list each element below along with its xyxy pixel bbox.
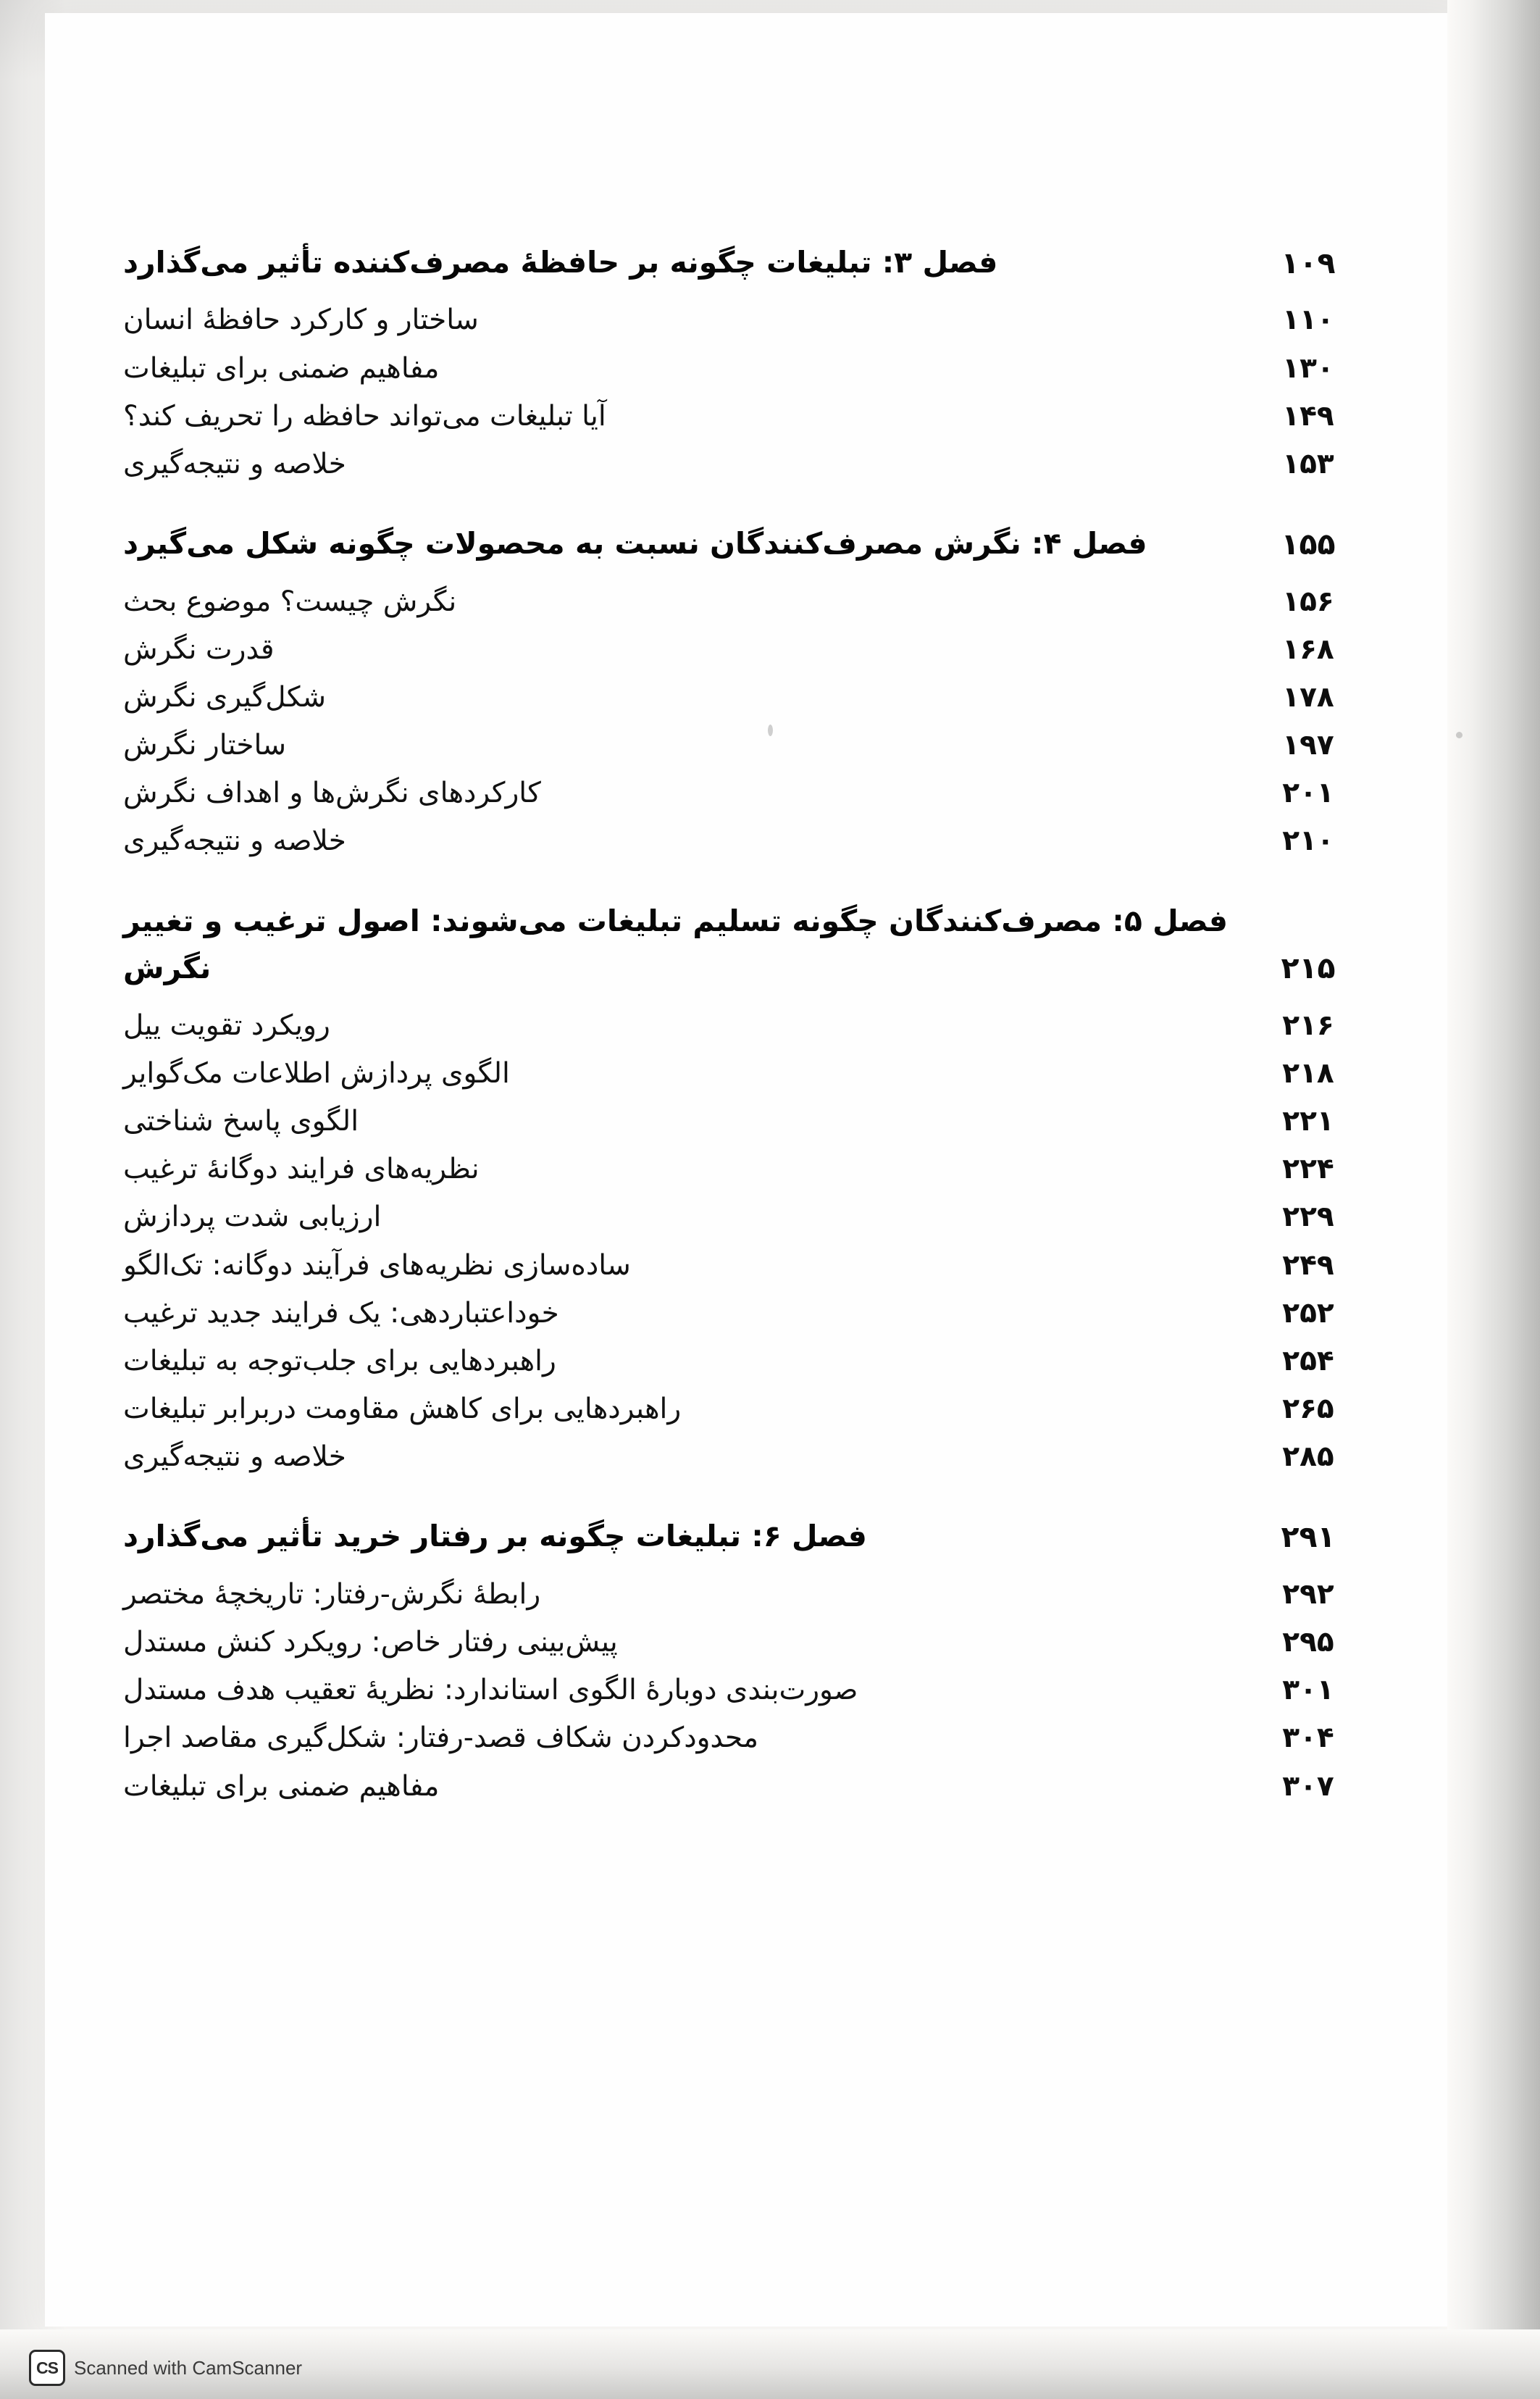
toc-entry-page-number: ۲۴۹ bbox=[1282, 1248, 1334, 1282]
toc-entry-title: رویکرد تقویت ییل bbox=[123, 1009, 330, 1042]
toc-entry-title: ساختار نگرش bbox=[123, 729, 287, 762]
toc-entry-row[interactable] bbox=[123, 393, 1359, 439]
toc-entry-title: راهبردهایی برای جلب‌توجه به تبلیغات bbox=[123, 1344, 556, 1377]
toc-chapter-row[interactable] bbox=[123, 1513, 1359, 1561]
toc-entry-row[interactable] bbox=[123, 627, 1359, 672]
toc-entry-title: صورت‌بندی دوبارهٔ الگوی استاندارد: نظریهٔ تعقیب هدف مستدل bbox=[123, 1674, 858, 1707]
toc-entry-title: الگوی پردازش اطلاعات مک‌گوایر bbox=[123, 1056, 510, 1090]
toc-entry-title: خلاصه و نتیجه‌گیری bbox=[123, 825, 346, 858]
toc-entry-page-number: ۳۰۴ bbox=[1282, 1722, 1334, 1755]
table-of-contents bbox=[123, 239, 1359, 1843]
toc-chapter-title: فصل ۳: تبلیغات چگونه بر حافظهٔ مصرف‌کننده تأثیر می‌گذارد bbox=[123, 245, 998, 280]
toc-entry-row[interactable] bbox=[123, 1764, 1359, 1809]
toc-entry-list bbox=[123, 579, 1359, 864]
toc-entry-page-number: ۳۰۷ bbox=[1282, 1769, 1334, 1803]
toc-entry-row[interactable] bbox=[123, 1003, 1359, 1048]
toc-entry-title: کارکردهای نگرش‌ها و اهداف نگرش bbox=[123, 777, 541, 810]
toc-chapter-group bbox=[123, 898, 1359, 1480]
toc-entry-row[interactable] bbox=[123, 1572, 1359, 1617]
toc-entry-page-number: ۱۹۷ bbox=[1282, 729, 1334, 762]
toc-chapter-page-number: ۱۰۹ bbox=[1281, 246, 1336, 280]
toc-entry-page-number: ۱۵۶ bbox=[1282, 585, 1334, 618]
toc-entry-page-number: ۲۲۴ bbox=[1282, 1153, 1334, 1186]
toc-entry-title: خوداعتباردهی: یک فرایند جدید ترغیب bbox=[123, 1296, 559, 1330]
toc-entry-title: خلاصه و نتیجه‌گیری bbox=[123, 1440, 346, 1474]
toc-entry-title: نظریه‌های فرایند دوگانهٔ ترغیب bbox=[123, 1153, 480, 1186]
toc-entry-page-number: ۲۱۰ bbox=[1282, 825, 1334, 858]
toc-entry-row[interactable] bbox=[123, 770, 1359, 816]
toc-entry-page-number: ۲۱۶ bbox=[1282, 1009, 1334, 1042]
camscanner-watermark bbox=[29, 2350, 302, 2386]
toc-entry-list bbox=[123, 297, 1359, 487]
toc-entry-page-number: ۲۹۲ bbox=[1282, 1577, 1334, 1611]
toc-entry-page-number: ۱۷۸ bbox=[1282, 680, 1334, 714]
toc-entry-page-number: ۱۶۸ bbox=[1282, 633, 1334, 666]
toc-chapter-title: فصل ۴: نگرش مصرف‌کنندگان نسبت به محصولات چگونه شکل می‌گیرد bbox=[123, 526, 1147, 562]
toc-entry-title: شکل‌گیری نگرش bbox=[123, 680, 327, 714]
toc-entry-title: خلاصه و نتیجه‌گیری bbox=[123, 447, 346, 480]
toc-entry-title: مفاهیم ضمنی برای تبلیغات bbox=[123, 351, 440, 385]
toc-chapter-row[interactable] bbox=[123, 898, 1359, 993]
camscanner-label: Scanned with CamScanner bbox=[74, 2356, 303, 2379]
toc-entry-row[interactable] bbox=[123, 818, 1359, 864]
toc-entry-list bbox=[123, 1003, 1359, 1480]
toc-entry-row[interactable] bbox=[123, 675, 1359, 720]
toc-entry-page-number: ۱۳۰ bbox=[1282, 351, 1334, 385]
toc-entry-row[interactable] bbox=[123, 579, 1359, 625]
page-edge-shadow-right bbox=[1447, 0, 1540, 2399]
scan-speck bbox=[1456, 732, 1462, 738]
toc-entry-page-number: ۲۰۱ bbox=[1282, 777, 1334, 810]
toc-entry-page-number: ۱۴۹ bbox=[1282, 399, 1334, 433]
toc-entry-page-number: ۲۸۵ bbox=[1282, 1440, 1334, 1474]
toc-chapter-title: فصل ۵: مصرف‌کنندگان چگونه تسلیم تبلیغات می‌شوند: اصول ترغیب و تغییر نگرش bbox=[123, 903, 1228, 986]
toc-entry-row[interactable] bbox=[123, 1434, 1359, 1480]
toc-entry-row[interactable] bbox=[123, 1290, 1359, 1336]
toc-chapter-title: فصل ۶: تبلیغات چگونه بر رفتار خرید تأثیر می‌گذارد bbox=[123, 1519, 867, 1554]
toc-chapter-page-number: ۱۵۵ bbox=[1281, 527, 1336, 562]
toc-entry-row[interactable] bbox=[123, 1051, 1359, 1096]
toc-entry-page-number: ۲۲۹ bbox=[1282, 1201, 1334, 1234]
toc-chapter-row[interactable] bbox=[123, 239, 1359, 287]
toc-entry-row[interactable] bbox=[123, 1338, 1359, 1384]
toc-entry-title: رابطهٔ نگرش-رفتار: تاریخچهٔ مختصر bbox=[123, 1577, 541, 1611]
toc-entry-page-number: ۱۵۳ bbox=[1282, 447, 1334, 480]
toc-entry-page-number: ۲۶۵ bbox=[1282, 1393, 1334, 1426]
toc-entry-row[interactable] bbox=[123, 1667, 1359, 1713]
toc-entry-list bbox=[123, 1572, 1359, 1809]
camscanner-badge-icon: CS bbox=[29, 2350, 65, 2386]
toc-entry-title: قدرت نگرش bbox=[123, 633, 275, 666]
toc-entry-title: مفاهیم ضمنی برای تبلیغات bbox=[123, 1769, 440, 1803]
toc-entry-page-number: ۲۹۵ bbox=[1282, 1626, 1334, 1659]
toc-entry-row[interactable] bbox=[123, 1243, 1359, 1288]
toc-chapter-group bbox=[123, 1513, 1359, 1808]
toc-entry-title: نگرش چیست؟ موضوع بحث bbox=[123, 585, 457, 618]
toc-entry-page-number: ۱۱۰ bbox=[1282, 304, 1334, 337]
toc-entry-title: ساختار و کارکرد حافظهٔ انسان bbox=[123, 304, 479, 337]
toc-entry-row[interactable] bbox=[123, 441, 1359, 487]
toc-entry-row[interactable] bbox=[123, 1194, 1359, 1240]
toc-entry-page-number: ۲۵۲ bbox=[1282, 1296, 1334, 1330]
toc-entry-page-number: ۲۲۱ bbox=[1282, 1105, 1334, 1138]
toc-entry-row[interactable] bbox=[123, 346, 1359, 391]
toc-entry-title: راهبردهایی برای کاهش مقاومت دربرابر تبلیغات bbox=[123, 1393, 682, 1426]
toc-entry-page-number: ۳۰۱ bbox=[1282, 1674, 1334, 1707]
toc-entry-title: پیش‌بینی رفتار خاص: رویکرد کنش مستدل bbox=[123, 1626, 618, 1659]
toc-entry-row[interactable] bbox=[123, 1098, 1359, 1144]
toc-entry-title: محدودکردن شکاف قصد-رفتار: شکل‌گیری مقاصد اجرا bbox=[123, 1722, 758, 1755]
toc-entry-title: الگوی پاسخ شناختی bbox=[123, 1105, 359, 1138]
toc-entry-row[interactable] bbox=[123, 1146, 1359, 1192]
toc-entry-row[interactable] bbox=[123, 297, 1359, 343]
toc-chapter-row[interactable] bbox=[123, 520, 1359, 568]
toc-chapter-page-number: ۲۹۱ bbox=[1281, 1519, 1336, 1555]
toc-chapter-page-number: ۲۱۵ bbox=[1281, 951, 1336, 986]
toc-chapter-group bbox=[123, 520, 1359, 864]
toc-entry-row[interactable] bbox=[123, 722, 1359, 768]
toc-entry-row[interactable] bbox=[123, 1715, 1359, 1761]
toc-chapter-group bbox=[123, 239, 1359, 487]
toc-entry-row[interactable] bbox=[123, 1386, 1359, 1432]
toc-entry-title: ارزیابی شدت پردازش bbox=[123, 1201, 382, 1234]
toc-entry-title: آیا تبلیغات می‌تواند حافظه را تحریف کند؟ bbox=[123, 399, 606, 433]
toc-entry-title: ساده‌سازی نظریه‌های فرآیند دوگانه: تک‌الگو bbox=[123, 1248, 631, 1282]
toc-entry-row[interactable] bbox=[123, 1619, 1359, 1665]
toc-entry-page-number: ۲۱۸ bbox=[1282, 1056, 1334, 1090]
toc-entry-page-number: ۲۵۴ bbox=[1282, 1344, 1334, 1377]
